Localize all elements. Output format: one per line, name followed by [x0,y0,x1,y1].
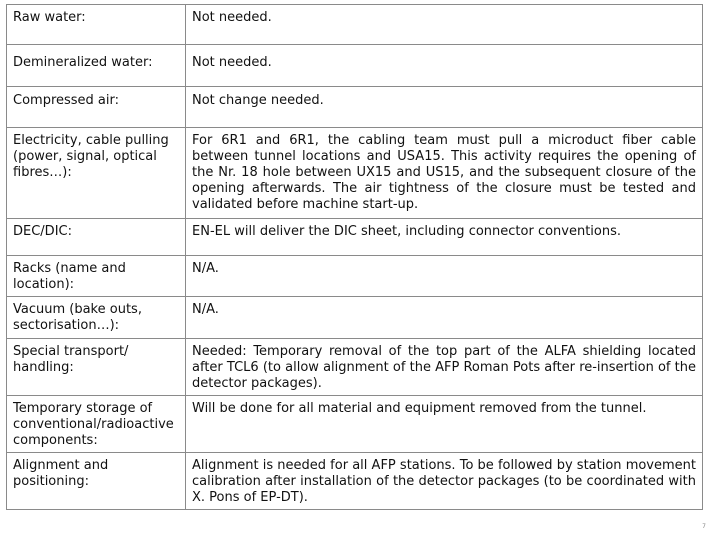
row-value: N/A. [186,297,703,339]
row-value: Not change needed. [186,87,703,128]
table-row [7,453,703,510]
row-value: Will be done for all material and equipment removed from the tunnel. [186,396,703,453]
table-row [7,5,703,45]
row-label: Demineralized water: [7,45,186,87]
row-label: Special transport/ handling: [7,339,186,396]
row-label: Compressed air: [7,87,186,128]
table-row [7,256,703,297]
row-label: Vacuum (bake outs, sectorisation…): [7,297,186,339]
table-row [7,219,703,256]
table-row [7,297,703,339]
table-row [7,128,703,219]
row-value: For 6R1 and 6R1, the cabling team must pull a microduct fiber cable between tunnel locations and USA15. This activity requires the opening of the Nr. 18 hole between UX15 and US15, and the subsequent closure of the opening afterwards. The air tightness of the closure must be tested and validated before machine start-up. [186,128,703,219]
row-label: Racks (name and location): [7,256,186,297]
row-label: Temporary storage of conventional/radioactive components: [7,396,186,453]
row-value: Alignment is needed for all AFP stations. To be followed by station movement calibration after installation of the detector packages (to be coordinated with X. Pons of EP-DT). [186,453,703,510]
table-row [7,87,703,128]
row-value: EN-EL will deliver the DIC sheet, including connector conventions. [186,219,703,256]
row-label: Electricity, cable pulling (power, signal, optical fibres…): [7,128,186,219]
row-label: DEC/DIC: [7,219,186,256]
row-value: Not needed. [186,45,703,87]
table-row [7,45,703,87]
row-value: N/A. [186,256,703,297]
row-value: Not needed. [186,5,703,45]
page-number: 7 [702,523,706,530]
row-value: Needed: Temporary removal of the top part of the ALFA shielding located after TCL6 (to allow alignment of the AFP Roman Pots after re-insertion of the detector packages). [186,339,703,396]
row-label: Alignment and positioning: [7,453,186,510]
table-row [7,339,703,396]
requirements-table [6,4,703,510]
row-label: Raw water: [7,5,186,45]
table-row [7,396,703,453]
